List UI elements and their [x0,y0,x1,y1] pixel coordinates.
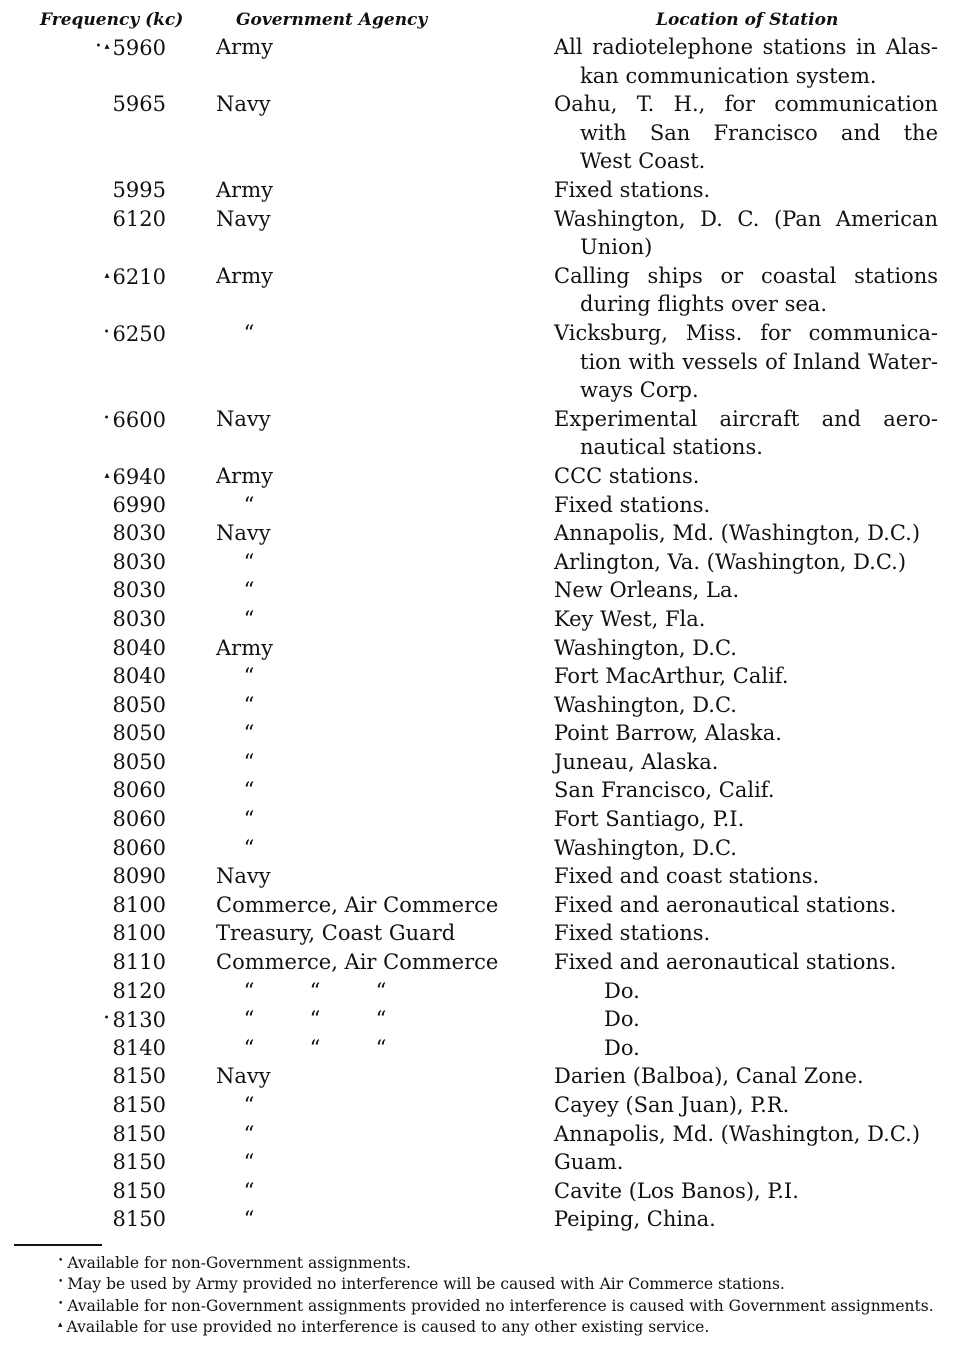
ditto-mark: “ [243,1207,255,1232]
location-cell [554,1005,938,1034]
table-row [0,805,958,834]
location-cell [554,634,938,663]
ditto-mark: “ [243,1035,255,1060]
table-row [0,919,958,948]
footnote-rule [14,1244,102,1246]
ditto-mark: “ [243,1150,255,1175]
frequency-value: 8150 [112,1150,166,1175]
location-line: Experimental aircraft and aero- [554,406,938,431]
location-cell [554,1091,938,1120]
footnote [14,1273,938,1294]
location-cell [554,834,938,863]
frequency-cell [40,948,166,977]
footnote-marker: ▴ [104,469,110,481]
location-line: Fixed stations. [554,177,711,202]
location-line: Fort MacArthur, Calif. [554,664,789,689]
agency-cell [216,576,536,605]
location-line: Cayey (San Juan), P.R. [554,1093,790,1117]
agency-cell [216,1148,536,1177]
location-cell [554,33,938,90]
footnote [14,1252,938,1273]
table-row [0,319,958,405]
footnote [14,1316,938,1337]
frequency-cell [40,919,166,948]
location-cell [554,205,938,262]
location-cell [554,805,938,834]
agency-cell: Treasury, Coast Guard [216,921,456,946]
location-line: with San Francisco and the [580,120,938,145]
agency-cell [216,748,536,777]
agency-cell [216,719,536,748]
agency-cell [216,1205,536,1234]
frequency-value: 6600 [112,407,166,432]
frequency-value: 8140 [112,1035,166,1060]
table-row [0,605,958,634]
frequency-cell [40,834,166,863]
location-line: Fixed and aeronautical stations. [554,892,897,917]
agency-cell: Navy [216,1064,271,1089]
frequency-value: 8100 [112,892,166,917]
agency-cell: Navy [216,521,271,546]
location-line: Cavite (Los Banos), P.I. [554,1178,799,1203]
location-line: Washington, D. C. (Pan American [554,206,938,231]
ditto-mark: “ [243,778,255,803]
location-line: Arlington, Va. (Washington, D.C.) [554,549,907,574]
ditto-mark: “ [243,807,255,832]
frequency-cell [40,548,166,577]
frequency-value: 8030 [112,606,166,631]
footnote [14,1295,938,1316]
location-cell [554,1177,938,1206]
ditto-mark: “ [243,835,255,860]
frequency-value: 5995 [112,177,166,202]
location-line: Key West, Fla. [554,606,706,631]
table-row [0,405,958,462]
table-row [0,634,958,663]
location-line: ways Corp. [580,378,699,403]
frequency-value: 8060 [112,807,166,832]
ditto-mark: “ [243,749,255,774]
location-cell [554,1205,938,1234]
location-line: CCC stations. [554,463,700,488]
frequency-value: 8060 [112,835,166,860]
frequency-cell [40,1062,166,1091]
location-cell [554,405,938,462]
location-line: Annapolis, Md. (Washington, D.C.) [554,1121,921,1146]
table-row [0,1205,958,1234]
location-cell [554,948,938,977]
table-row [0,462,958,491]
table-row [0,834,958,863]
table-row [0,1177,958,1206]
ditto-mark: “ [309,978,321,1003]
location-cell [554,576,938,605]
column-header-frequency: Frequency (kc) [40,10,184,30]
agency-cell [216,1120,536,1149]
location-line: Do. [604,978,640,1003]
agency-cell [216,977,536,1006]
frequency-value: 8100 [112,921,166,946]
ditto-mark: “ [243,664,255,689]
table-row [0,548,958,577]
ditto-mark: “ [243,492,255,517]
location-cell [554,691,938,720]
frequency-value: 8030 [112,549,166,574]
agency-cell [216,1091,536,1120]
footnote-marker: • [58,1256,64,1266]
location-cell [554,176,938,205]
frequency-cell [40,319,166,349]
frequency-cell [40,262,166,292]
frequency-value: 8030 [112,578,166,603]
location-line: during flights over sea. [580,292,827,317]
location-cell [554,90,938,176]
table-row [0,205,958,262]
footnote-marker: ▴ [104,269,110,281]
ditto-mark: “ [375,1035,387,1060]
ditto-mark: “ [243,1178,255,1203]
footnote-marker: • [58,1298,64,1309]
frequency-cell [40,891,166,920]
agency-cell: Army [216,263,273,288]
footnote-text: Available for non-Government assignments provided no interference is caused with Government assignments. [67,1296,934,1315]
table-row [0,891,958,920]
location-cell [554,776,938,805]
location-line: All radiotelephone stations in Alas- [554,35,938,59]
ditto-mark: “ [309,1007,321,1032]
frequency-cell [40,691,166,720]
frequency-cell [40,576,166,605]
table-row [0,1034,958,1063]
ditto-mark: “ [243,692,255,717]
location-line: Oahu, T. H., for communication [554,92,938,117]
footnote-marker: • [103,326,110,338]
agency-cell [216,1005,536,1034]
frequency-value: 8060 [112,778,166,803]
table-row [0,1005,958,1034]
frequency-cell [40,405,166,435]
table-row [0,776,958,805]
ditto-mark: “ [375,1007,387,1032]
frequency-cell [40,90,166,119]
location-line: Vicksburg, Miss. for communica- [554,320,938,345]
frequency-cell [40,805,166,834]
table-row [0,1148,958,1177]
table-row [0,662,958,691]
agency-cell: Army [216,35,273,59]
frequency-value: 8150 [112,1178,166,1203]
ditto-mark: “ [243,721,255,746]
table-row [0,748,958,777]
agency-cell: Army [216,635,273,660]
agency-cell [216,605,536,634]
frequency-cell [40,462,166,492]
agency-cell [216,805,536,834]
location-line: Fixed stations. [554,921,711,946]
frequency-cell [40,862,166,891]
location-cell [554,462,938,491]
frequency-value: 8120 [112,978,166,1003]
frequency-cell [40,1091,166,1120]
frequency-value: 8050 [112,692,166,717]
location-line: Washington, D.C. [554,835,737,860]
agency-cell [216,1034,536,1063]
location-line: Peiping, China. [554,1207,716,1232]
agency-cell [216,691,536,720]
agency-cell: Army [216,177,273,202]
location-cell [554,891,938,920]
frequency-value: 5960 [112,36,166,60]
location-cell [554,919,938,948]
frequency-value: 8040 [112,664,166,689]
table-row [0,948,958,977]
footnote-marker: • [58,1277,64,1288]
location-cell [554,748,938,777]
agency-cell: Navy [216,406,271,431]
ditto-mark: “ [243,1121,255,1146]
location-line: Calling ships or coastal stations [554,263,938,288]
frequency-cell [40,1005,166,1035]
frequency-value: 8150 [112,1064,166,1089]
footnote-marker: • [103,412,110,424]
frequency-cell [40,776,166,805]
frequency-cell [40,1177,166,1206]
ditto-mark: “ [375,978,387,1003]
agency-cell [216,1177,536,1206]
location-line: kan communication system. [580,63,877,88]
table-row [0,491,958,520]
location-cell [554,605,938,634]
ditto-mark: “ [309,1035,321,1060]
frequency-cell [40,1120,166,1149]
frequency-value: 5965 [112,92,166,117]
ditto-mark: “ [243,549,255,574]
frequency-value: 8150 [112,1207,166,1232]
footnote-marker: ▴ [58,1320,63,1331]
frequency-cell [40,977,166,1006]
frequency-cell [40,491,166,520]
location-line: Union) [580,235,653,260]
location-cell [554,1062,938,1091]
table-row [0,1091,958,1120]
table-row [0,33,958,90]
location-cell [554,719,938,748]
location-line: Juneau, Alaska. [554,749,719,774]
agency-cell [216,491,536,520]
frequency-value: 8090 [112,864,166,889]
location-cell [554,977,938,1006]
frequency-cell [40,1148,166,1177]
ditto-mark: “ [243,578,255,603]
table-row [0,1062,958,1091]
agency-cell: Navy [216,92,271,117]
table-row [0,719,958,748]
frequency-value: 6120 [112,206,166,231]
frequency-value: 6250 [112,321,166,346]
location-line: Fort Santiago, P.I. [554,807,745,832]
location-line: Annapolis, Md. (Washington, D.C.) [554,521,921,546]
frequency-cell [40,33,166,63]
frequency-cell [40,605,166,634]
agency-cell [216,548,536,577]
location-line: Do. [604,1035,640,1060]
ditto-mark: “ [243,978,255,1003]
ditto-mark: “ [243,1093,255,1117]
agency-cell [216,662,536,691]
location-line: Fixed stations. [554,492,711,517]
frequency-cell [40,176,166,205]
location-line: Point Barrow, Alaska. [554,721,782,746]
frequency-value: 8030 [112,521,166,546]
location-line: Washington, D.C. [554,635,737,660]
agency-cell: Commerce, Air Commerce [216,950,499,975]
location-line: West Coast. [580,149,706,174]
frequency-cell [40,1034,166,1063]
footnote-marker: • [103,1013,110,1025]
footnote-text: Available for non-Government assignments. [67,1254,411,1272]
footnote-marker: • ▴ [95,41,110,52]
agency-cell [216,834,536,863]
agency-cell: Commerce, Air Commerce [216,892,499,917]
frequency-cell [40,205,166,234]
table-row [0,176,958,205]
agency-cell: Navy [216,206,271,231]
ditto-mark: “ [243,1007,255,1032]
ditto-mark: “ [243,320,255,345]
frequency-value: 8040 [112,635,166,660]
location-cell [554,262,938,319]
frequency-value: 6210 [112,264,166,289]
table-row [0,977,958,1006]
location-line: Washington, D.C. [554,692,737,717]
table-row [0,576,958,605]
location-cell [554,1034,938,1063]
footnotes [14,1252,938,1338]
table-row [0,519,958,548]
footnote-text: May be used by Army provided no interference will be caused with Air Commerce stations. [67,1275,785,1294]
agency-cell [216,319,536,348]
frequency-value: 8150 [112,1093,166,1117]
table-row [0,262,958,319]
frequency-cell [40,1205,166,1234]
frequency-value: 8130 [112,1008,166,1033]
table-row [0,1120,958,1149]
location-cell [554,491,938,520]
column-header-location: Location of Station [656,10,839,30]
location-cell [554,662,938,691]
table-row [0,691,958,720]
frequency-value: 8110 [112,950,166,975]
frequency-cell [40,748,166,777]
frequency-cell [40,519,166,548]
location-line: New Orleans, La. [554,578,740,603]
location-cell [554,548,938,577]
table-row [0,90,958,176]
location-cell [554,319,938,405]
agency-cell: Army [216,463,273,488]
frequency-value: 6990 [112,492,166,517]
location-line: tion with vessels of Inland Water- [580,349,938,374]
location-line: Darien (Balboa), Canal Zone. [554,1064,864,1089]
agency-cell: Navy [216,864,271,889]
location-cell [554,1120,938,1149]
location-line: Fixed and aeronautical stations. [554,950,897,975]
frequency-value: 8150 [112,1121,166,1146]
location-line: nautical stations. [580,435,763,460]
ditto-mark: “ [243,606,255,631]
table-row [0,862,958,891]
frequency-value: 8050 [112,721,166,746]
frequency-cell [40,634,166,663]
frequency-cell [40,662,166,691]
frequency-table [0,33,958,1234]
location-line: Fixed and coast stations. [554,864,820,889]
frequency-cell [40,719,166,748]
location-cell [554,1148,938,1177]
frequency-value: 6940 [112,464,166,489]
location-line: Guam. [554,1150,624,1175]
location-cell [554,519,938,548]
footnote-text: Available for use provided no interference is caused to any other existing service. [66,1318,710,1337]
location-line: San Francisco, Calif. [554,778,775,803]
location-cell [554,862,938,891]
column-header-agency: Government Agency [236,10,428,30]
frequency-value: 8050 [112,749,166,774]
agency-cell [216,776,536,805]
location-line: Do. [604,1007,640,1032]
